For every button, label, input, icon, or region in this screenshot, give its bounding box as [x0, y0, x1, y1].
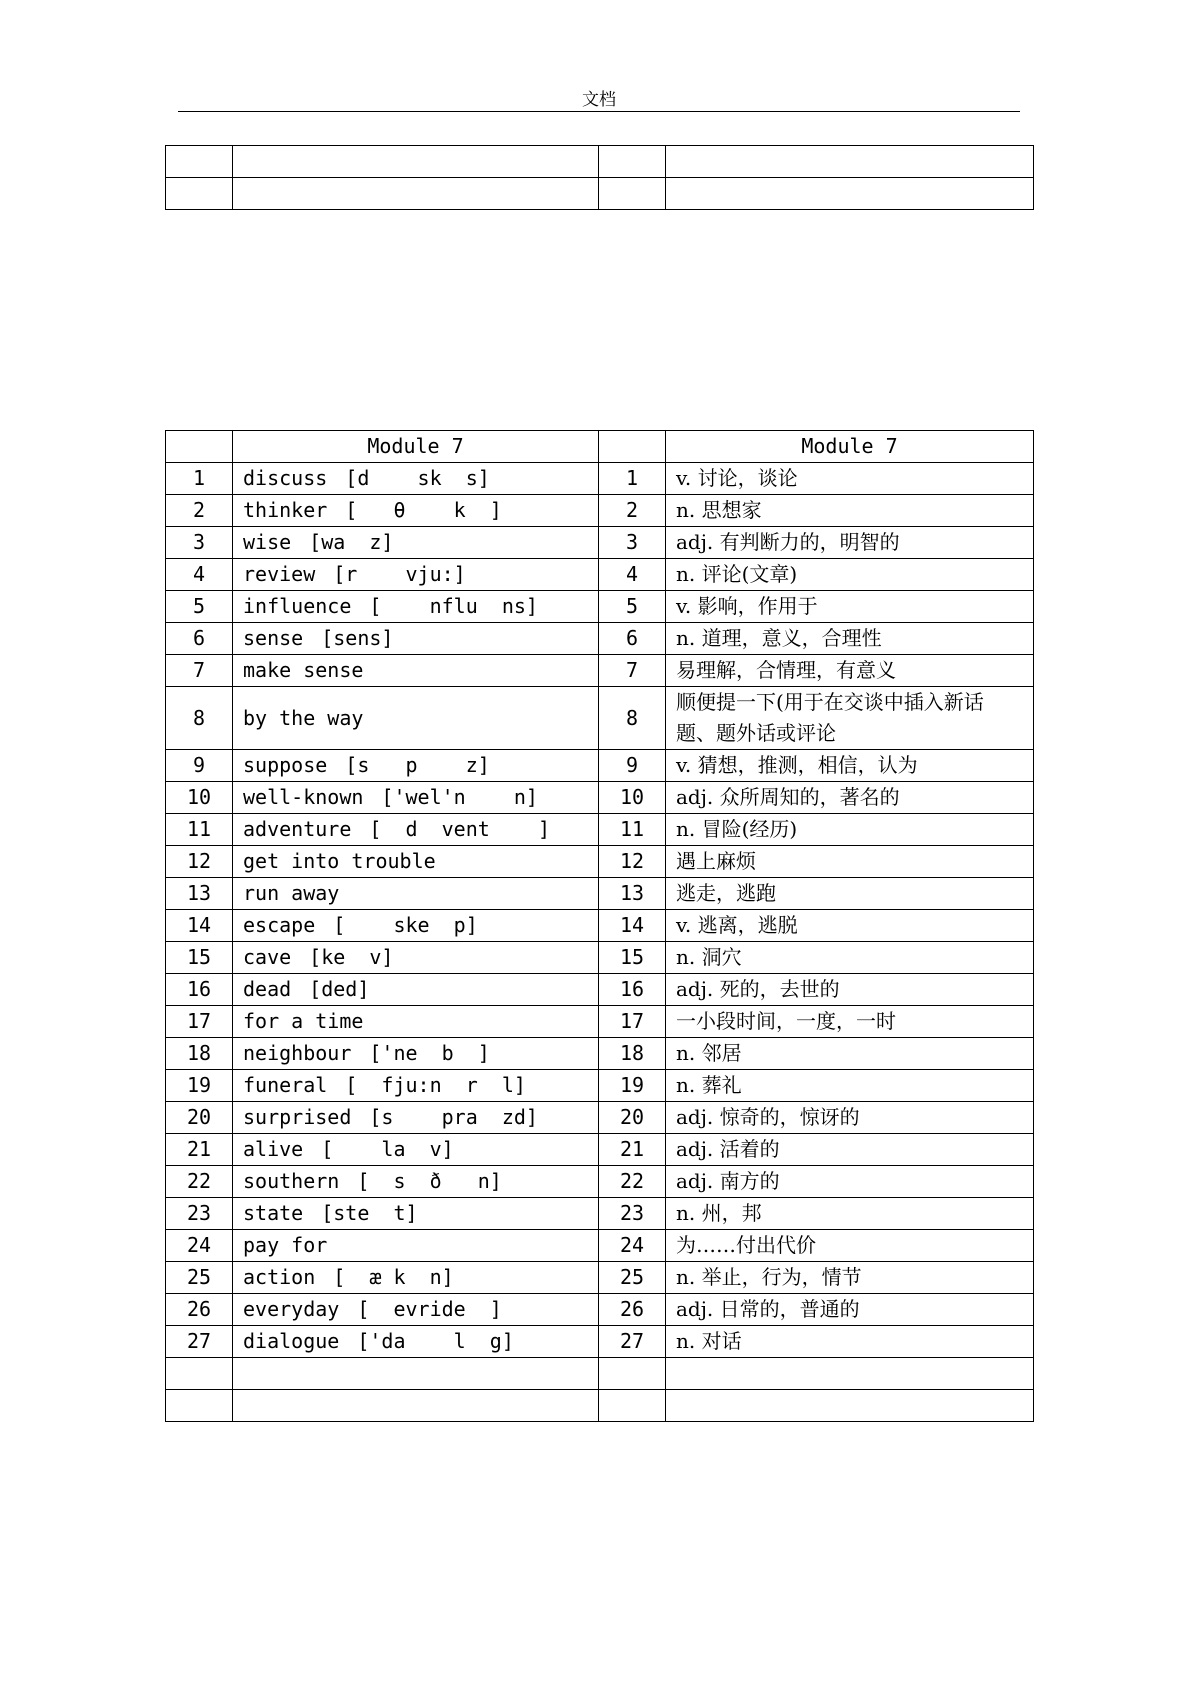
row-number-right: 8: [599, 687, 666, 750]
english-word-cell: [233, 1102, 599, 1134]
english-word-cell: [233, 1070, 599, 1102]
table-row: [166, 1102, 1034, 1134]
phonetic: [ æ k n]: [333, 1265, 454, 1289]
phonetic: [ke v]: [309, 945, 394, 969]
chinese-meaning: 遇上麻烦: [666, 846, 1034, 878]
chinese-meaning: n. 州，邦: [666, 1198, 1034, 1230]
row-number-right: 7: [599, 655, 666, 687]
table-row: [166, 1134, 1034, 1166]
row-number-right: 11: [599, 814, 666, 846]
row-number-left: 24: [166, 1230, 233, 1262]
english-word: make sense: [243, 658, 364, 682]
table-row: [166, 623, 1034, 655]
table-row: [166, 1166, 1034, 1198]
row-number-left: 21: [166, 1134, 233, 1166]
english-word-cell: [233, 559, 599, 591]
chinese-meaning: adj. 众所周知的，著名的: [666, 782, 1034, 814]
phonetic: [ste t]: [321, 1201, 418, 1225]
english-word-cell: [233, 655, 599, 687]
chinese-meaning: n. 道理，意义，合理性: [666, 623, 1034, 655]
row-number-left: 10: [166, 782, 233, 814]
english-word: action: [243, 1265, 316, 1289]
row-number-right: 21: [599, 1134, 666, 1166]
row-number-right: 12: [599, 846, 666, 878]
table-row: [166, 846, 1034, 878]
chinese-meaning: v. 影响，作用于: [666, 591, 1034, 623]
table-row: [166, 559, 1034, 591]
english-word-cell: [233, 1038, 599, 1070]
english-word-cell: [233, 463, 599, 495]
table-row: [166, 814, 1034, 846]
row-number-left: 22: [166, 1166, 233, 1198]
table-row: [166, 1198, 1034, 1230]
english-word-cell: [233, 495, 599, 527]
row-number-right: 24: [599, 1230, 666, 1262]
table-cell: [666, 1358, 1034, 1390]
table-cell: [166, 146, 233, 178]
english-word-cell: [233, 591, 599, 623]
english-word: funeral: [243, 1073, 328, 1097]
row-number-right: 9: [599, 750, 666, 782]
row-number-right: 4: [599, 559, 666, 591]
row-number-left: 6: [166, 623, 233, 655]
row-number-right: 27: [599, 1326, 666, 1358]
table-cell: [233, 1358, 599, 1390]
chinese-meaning: adj. 惊奇的，惊讶的: [666, 1102, 1034, 1134]
row-number-left: 1: [166, 463, 233, 495]
english-word: neighbour: [243, 1041, 352, 1065]
phonetic: [s pra zd]: [369, 1105, 538, 1129]
table-row: [166, 495, 1034, 527]
row-number-left: 14: [166, 910, 233, 942]
chinese-meaning: adj. 南方的: [666, 1166, 1034, 1198]
table-row: [166, 974, 1034, 1006]
row-number-right: 26: [599, 1294, 666, 1326]
row-number-left: 17: [166, 1006, 233, 1038]
row-number-right: 15: [599, 942, 666, 974]
row-number-right: 18: [599, 1038, 666, 1070]
english-word: thinker: [243, 498, 328, 522]
phonetic: [ ske p]: [333, 913, 478, 937]
table-row: [166, 463, 1034, 495]
row-number-right: 6: [599, 623, 666, 655]
english-word: surprised: [243, 1105, 352, 1129]
table-row: [166, 687, 1034, 750]
english-word-cell: [233, 782, 599, 814]
row-number-left: 27: [166, 1326, 233, 1358]
english-word-cell: [233, 878, 599, 910]
phonetic: ['wel'n n]: [381, 785, 538, 809]
row-number-left: 11: [166, 814, 233, 846]
row-number-right: 22: [599, 1166, 666, 1198]
english-word: dead: [243, 977, 292, 1001]
english-word-cell: [233, 1198, 599, 1230]
english-word: adventure: [243, 817, 352, 841]
chinese-meaning: 一小段时间，一度，一时: [666, 1006, 1034, 1038]
row-number-left: 9: [166, 750, 233, 782]
english-word: influence: [243, 594, 352, 618]
chinese-meaning: adj. 活着的: [666, 1134, 1034, 1166]
table-row: [166, 878, 1034, 910]
english-word-cell: [233, 1134, 599, 1166]
chinese-meaning: adj. 死的，去世的: [666, 974, 1034, 1006]
chinese-meaning: n. 思想家: [666, 495, 1034, 527]
table-row: [166, 782, 1034, 814]
row-number-right: 14: [599, 910, 666, 942]
phonetic: [wa z]: [309, 530, 394, 554]
chinese-meaning: 易理解，合情理，有意义: [666, 655, 1034, 687]
english-word-cell: [233, 1294, 599, 1326]
english-word: review: [243, 562, 316, 586]
phonetic: [ d vent ]: [369, 817, 550, 841]
table-row: [166, 942, 1034, 974]
phonetic: [d sk s]: [345, 466, 490, 490]
table-cell: [233, 146, 599, 178]
chinese-meaning: n. 举止，行为，情节: [666, 1262, 1034, 1294]
row-number-left: 5: [166, 591, 233, 623]
phonetic: [ded]: [309, 977, 370, 1001]
row-number-left: 18: [166, 1038, 233, 1070]
english-word: state: [243, 1201, 304, 1225]
phonetic: [s p z]: [345, 753, 490, 777]
english-word-cell: [233, 910, 599, 942]
table-header-row: [166, 431, 1034, 463]
chinese-meaning: 为……付出代价: [666, 1230, 1034, 1262]
english-word: by the way: [243, 705, 364, 730]
english-word: discuss: [243, 466, 328, 490]
chinese-meaning: n. 邻居: [666, 1038, 1034, 1070]
table-row: [166, 1230, 1034, 1262]
english-word: for a time: [243, 1009, 364, 1033]
english-word-cell: [233, 1262, 599, 1294]
english-word: everyday: [243, 1297, 340, 1321]
table-row: [166, 750, 1034, 782]
row-number-right: 13: [599, 878, 666, 910]
chinese-meaning: n. 对话: [666, 1326, 1034, 1358]
english-word: well-known: [243, 785, 364, 809]
row-number-right: 17: [599, 1006, 666, 1038]
row-number-left: 8: [166, 687, 233, 750]
table-cell: [666, 146, 1034, 178]
english-word-cell: [233, 750, 599, 782]
row-number-left: 16: [166, 974, 233, 1006]
row-number-right: 25: [599, 1262, 666, 1294]
english-word: suppose: [243, 753, 328, 777]
table-cell: [599, 146, 666, 178]
table-row: [166, 1038, 1034, 1070]
chinese-meaning: adj. 有判断力的，明智的: [666, 527, 1034, 559]
chinese-meaning: n. 评论(文章): [666, 559, 1034, 591]
chinese-meaning: v. 讨论，谈论: [666, 463, 1034, 495]
vocabulary-table: [165, 430, 1034, 1422]
row-number-left: 13: [166, 878, 233, 910]
row-number-right: 16: [599, 974, 666, 1006]
table-cell: [166, 1358, 233, 1390]
table-cell: [666, 1390, 1034, 1422]
row-number-right: 10: [599, 782, 666, 814]
phonetic: [r vju:]: [333, 562, 466, 586]
row-number-left: 20: [166, 1102, 233, 1134]
module-title-chinese: Module 7: [666, 431, 1034, 463]
english-word: cave: [243, 945, 292, 969]
english-word: escape: [243, 913, 316, 937]
english-word: sense: [243, 626, 304, 650]
english-word-cell: [233, 527, 599, 559]
english-word-cell: [233, 974, 599, 1006]
row-number-right: 3: [599, 527, 666, 559]
table-cell: [166, 431, 233, 463]
english-word: get into trouble: [243, 849, 436, 873]
table-row: [166, 178, 1034, 210]
phonetic: [ s ð n]: [357, 1169, 502, 1193]
english-word-cell: [233, 846, 599, 878]
english-word: southern: [243, 1169, 340, 1193]
table-row: [166, 1294, 1034, 1326]
table-cell: [166, 178, 233, 210]
phonetic: ['ne b ]: [369, 1041, 490, 1065]
chinese-meaning: 顺便提一下(用于在交谈中插入新话题、题外话或评论: [666, 687, 1034, 750]
phonetic: [ θ k ]: [345, 498, 502, 522]
english-word-cell: [233, 1326, 599, 1358]
row-number-right: 5: [599, 591, 666, 623]
english-word-cell: [233, 1166, 599, 1198]
row-number-left: 26: [166, 1294, 233, 1326]
table-cell: [666, 178, 1034, 210]
table-row: [166, 1326, 1034, 1358]
row-number-left: 15: [166, 942, 233, 974]
row-number-right: 1: [599, 463, 666, 495]
table-cell: [166, 1390, 233, 1422]
phonetic: [ la v]: [321, 1137, 454, 1161]
english-word-cell: [233, 623, 599, 655]
row-number-left: 2: [166, 495, 233, 527]
row-number-left: 19: [166, 1070, 233, 1102]
table-row: [166, 1006, 1034, 1038]
table-row: [166, 910, 1034, 942]
table-row: [166, 1390, 1034, 1422]
chinese-meaning: v. 猜想，推测，相信，认为: [666, 750, 1034, 782]
table-cell: [233, 178, 599, 210]
table-row: [166, 1070, 1034, 1102]
row-number-left: 25: [166, 1262, 233, 1294]
table-cell: [599, 1390, 666, 1422]
table-cell: [599, 178, 666, 210]
chinese-meaning: n. 洞穴: [666, 942, 1034, 974]
chinese-meaning: 逃走，逃跑: [666, 878, 1034, 910]
row-number-left: 23: [166, 1198, 233, 1230]
english-word-cell: [233, 942, 599, 974]
english-word: dialogue: [243, 1329, 340, 1353]
phonetic: [ fju:n r l]: [345, 1073, 526, 1097]
table-row: [166, 591, 1034, 623]
chinese-meaning: adj. 日常的，普通的: [666, 1294, 1034, 1326]
row-number-right: 19: [599, 1070, 666, 1102]
row-number-right: 20: [599, 1102, 666, 1134]
english-word-cell: [233, 687, 599, 750]
chinese-meaning: n. 冒险(经历): [666, 814, 1034, 846]
header-rule: [178, 111, 1020, 112]
phonetic: ['da l g]: [357, 1329, 514, 1353]
table-row: [166, 1262, 1034, 1294]
table-row: [166, 1358, 1034, 1390]
row-number-left: 7: [166, 655, 233, 687]
table-cell: [599, 1358, 666, 1390]
english-word-cell: [233, 1006, 599, 1038]
row-number-left: 12: [166, 846, 233, 878]
table-row: [166, 527, 1034, 559]
table-row: [166, 146, 1034, 178]
chinese-meaning: v. 逃离，逃脱: [666, 910, 1034, 942]
empty-table-top: [165, 145, 1034, 210]
row-number-right: 2: [599, 495, 666, 527]
table-cell: [599, 431, 666, 463]
english-word: pay for: [243, 1233, 328, 1257]
phonetic: [sens]: [321, 626, 394, 650]
row-number-left: 3: [166, 527, 233, 559]
module-title-english: Module 7: [233, 431, 599, 463]
table-row: [166, 655, 1034, 687]
chinese-meaning: n. 葬礼: [666, 1070, 1034, 1102]
english-word: alive: [243, 1137, 304, 1161]
english-word-cell: [233, 1230, 599, 1262]
english-word: wise: [243, 530, 292, 554]
english-word-cell: [233, 814, 599, 846]
row-number-left: 4: [166, 559, 233, 591]
english-word: run away: [243, 881, 340, 905]
phonetic: [ nflu ns]: [369, 594, 538, 618]
page-header-title: 文档: [582, 90, 616, 110]
row-number-right: 23: [599, 1198, 666, 1230]
table-cell: [233, 1390, 599, 1422]
phonetic: [ evride ]: [357, 1297, 502, 1321]
